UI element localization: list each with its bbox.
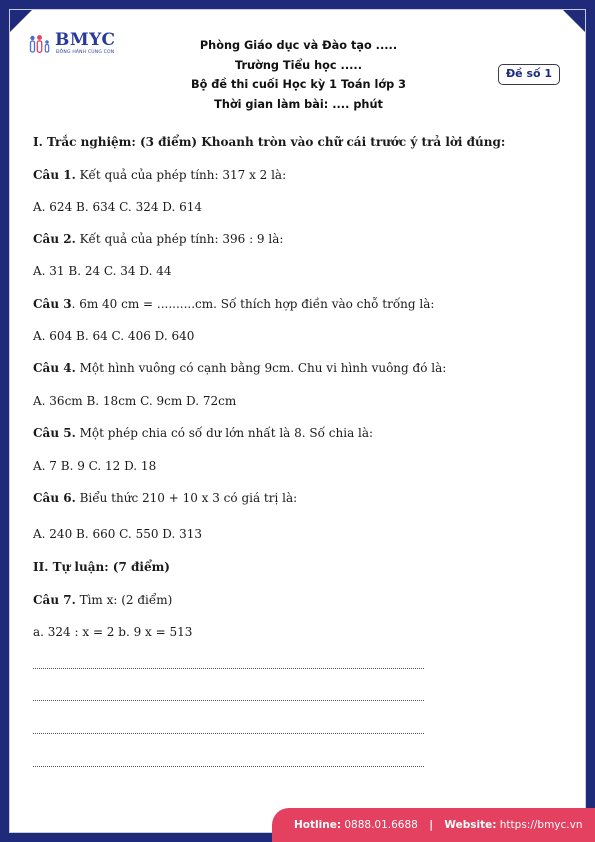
question-4-answers: A. 36cm B. 18cm C. 9cm D. 72cm [33,394,237,408]
website-label: Website: [444,819,497,831]
question-label: Câu 1. [33,168,76,182]
header-exam-title: Bộ đề thi cuối Học kỳ 1 Toán lớp 3 [190,78,407,91]
question-text: Kết quả của phép tính: 317 x 2 là: [75,168,287,182]
question-6 [33,491,297,505]
question-text: Kết quả của phép tính: 396 : 9 là: [75,232,284,246]
question-label: Câu 2. [33,232,76,246]
question-3-answers: A. 604 B. 64 C. 406 D. 640 [33,329,195,343]
answer-line[interactable] [33,766,424,767]
header-duration: Thời gian làm bài: .... phút [214,97,383,111]
exam-header [160,36,437,114]
question-2 [33,232,283,246]
question-7-parts: a. 324 : x = 2 b. 9 x = 513 [33,625,193,639]
brand-tagline: ĐỒNG HÀNH CÙNG CON [56,50,115,55]
section-2-title: II. Tự luận: (7 điểm) [33,560,170,574]
answer-line[interactable] [33,733,424,734]
question-5 [33,426,373,440]
header-school: Trường Tiểu học ..... [234,58,362,72]
exam-number-badge: Đề số 1 [498,64,560,85]
question-text: . 6m 40 cm = ..........cm. Số thích hợp điền vào chỗ trống là: [71,297,435,311]
question-6-answers: A. 240 B. 660 C. 550 D. 313 [33,527,203,541]
question-4 [33,361,446,375]
answer-line[interactable] [33,668,424,669]
answer-line[interactable] [33,700,424,701]
question-1-answers: A. 624 B. 634 C. 324 D. 614 [33,200,203,214]
question-5-answers: A. 7 B. 9 C. 12 D. 18 [33,459,157,473]
hotline-number[interactable]: 0888.01.6688 [344,819,418,831]
worksheet-page [9,9,586,833]
question-label: Câu 7. [33,593,76,607]
contact-footer [272,808,595,842]
question-label: Câu 6. [33,491,76,505]
brand-logo [29,30,117,64]
question-text: Tìm x: (2 điểm) [75,593,173,607]
hotline-label: Hotline: [294,819,342,831]
question-text: Một hình vuông có cạnh bằng 9cm. Chu vi hình vuông đó là: [75,361,447,375]
question-label: Câu 3 [33,297,72,311]
question-1 [33,168,286,182]
brand-name: BMYC [55,30,116,50]
question-text: Một phép chia có số dư lớn nhất là 8. Số chia là: [75,426,374,440]
family-figures-icon [29,34,53,54]
question-3 [33,297,434,311]
question-7 [33,593,172,607]
header-department: Phòng Giáo dục và Đào tạo ..... [199,39,398,52]
question-label: Câu 4. [33,361,76,375]
question-text: Biểu thức 210 + 10 x 3 có giá trị là: [75,491,298,505]
footer-separator: | [429,819,434,831]
website-link[interactable]: https://bmyc.vn [499,819,583,831]
question-2-answers: A. 31 B. 24 C. 34 D. 44 [33,264,172,278]
section-1-title: I. Trắc nghiệm: (3 điểm) Khoanh tròn vào chữ cái trước ý trả lời đúng: [33,135,506,149]
question-label: Câu 5. [33,426,76,440]
